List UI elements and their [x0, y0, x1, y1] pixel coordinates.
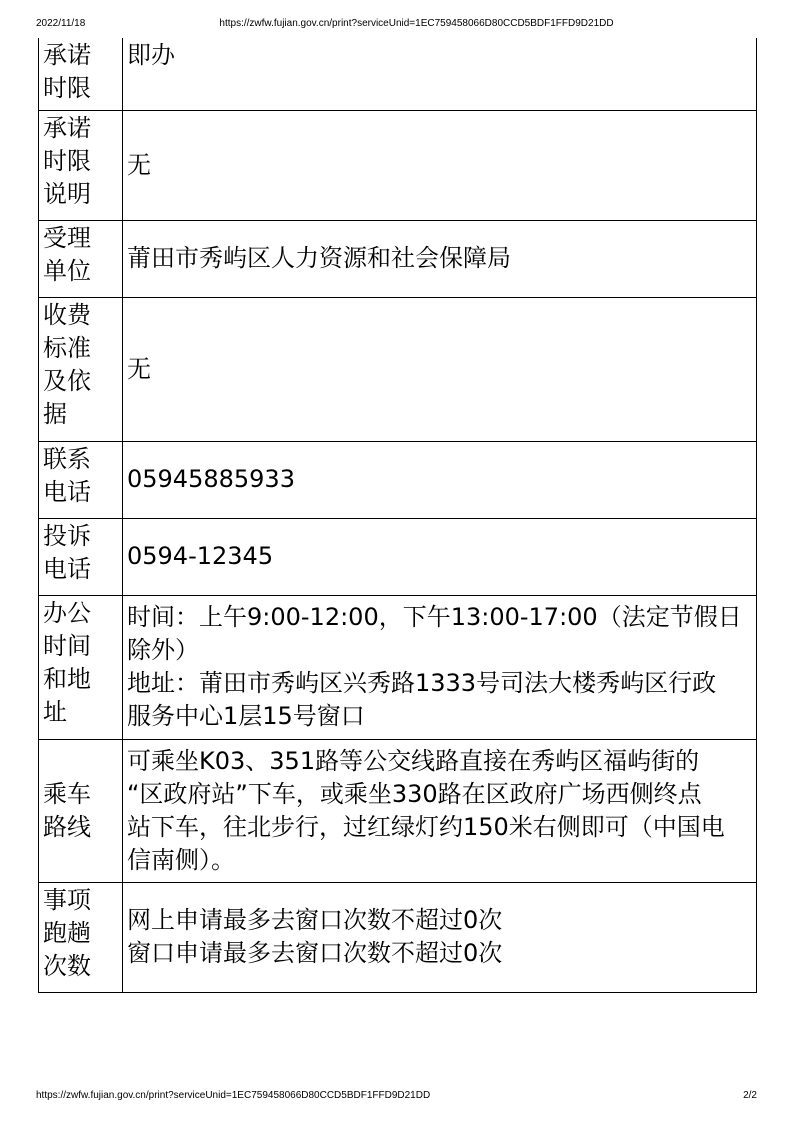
row-label: 承诺 时限: [39, 38, 123, 110]
row-value: 网上申请最多去窗口次数不超过0次 窗口申请最多去窗口次数不超过0次: [123, 882, 757, 992]
row-label: 承诺 时限 说明: [39, 110, 123, 220]
row-label: 投诉 电话: [39, 518, 123, 595]
row-value: 0594-12345: [123, 518, 757, 595]
service-info-table: [38, 38, 757, 993]
table-row: [39, 518, 757, 595]
table-row: [39, 882, 757, 992]
row-value: 无: [123, 297, 757, 441]
row-label: 联系 电话: [39, 441, 123, 518]
row-label: 事项 跑趟 次数: [39, 882, 123, 992]
print-date: 2022/11/18: [36, 18, 86, 29]
print-header: [36, 18, 757, 32]
table-row: [39, 220, 757, 297]
table-row: [39, 441, 757, 518]
print-footer: [36, 1090, 757, 1104]
row-value: 无: [123, 110, 757, 220]
row-label: 受理 单位: [39, 220, 123, 297]
row-value: 可乘坐K03、351路等公交线路直接在秀屿区福屿街的 “区政府站”下车，或乘坐330路在区政府广场西侧终点 站下车，往北步行，过红绿灯约150米右侧即可（中国电 信南侧）。: [123, 739, 757, 882]
table-row: [39, 739, 757, 882]
print-url: https://zwfw.fujian.gov.cn/print?serviceUnid=1EC759458066D80CCD5BDF1FFD9D21DD: [219, 18, 614, 29]
row-label: 收费 标准 及依 据: [39, 297, 123, 441]
row-label: 乘车 路线: [39, 739, 123, 882]
row-value: 05945885933: [123, 441, 757, 518]
row-value: 时间：上午9:00-12:00，下午13:00-17:00（法定节假日 除外） 地址：莆田市秀屿区兴秀路1333号司法大楼秀屿区行政 服务中心1层15号窗口: [123, 595, 757, 739]
table-row: [39, 110, 757, 220]
row-value: 莆田市秀屿区人力资源和社会保障局: [123, 220, 757, 297]
table-row: [39, 297, 757, 441]
footer-url: https://zwfw.fujian.gov.cn/print?serviceUnid=1EC759458066D80CCD5BDF1FFD9D21DD: [36, 1090, 431, 1101]
table-row: [39, 38, 757, 110]
page-number: 2/2: [743, 1090, 757, 1101]
row-value: 即办: [123, 38, 757, 110]
row-label: 办公 时间 和地 址: [39, 595, 123, 739]
table-row: [39, 595, 757, 739]
